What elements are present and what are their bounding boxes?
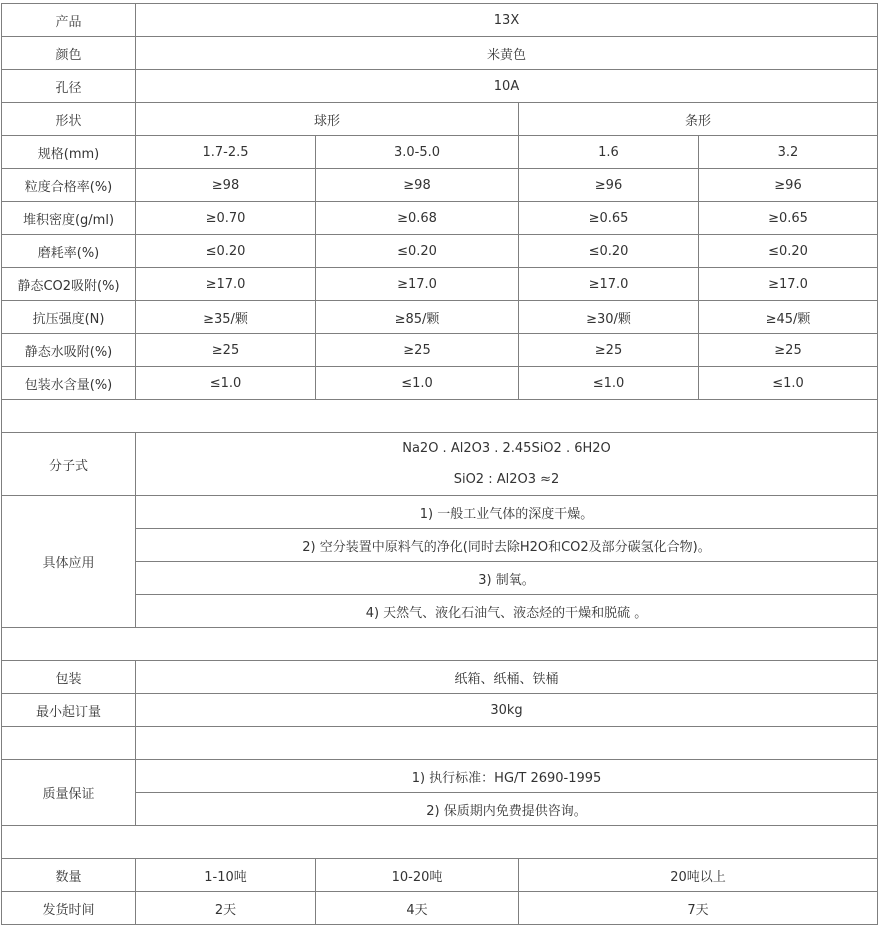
spec-cell: ≥30/颗 [519, 301, 699, 334]
product-spec-table [1, 3, 878, 925]
quality-label: 质量保证 [2, 760, 136, 826]
row-shape [2, 103, 878, 136]
formula-line: SiO2 : Al2O3 ≈2 [136, 464, 878, 496]
spec-cell: ≥0.65 [699, 202, 878, 235]
spec-cell: ≥0.68 [316, 202, 519, 235]
spec-label: 包装水含量(%) [2, 367, 136, 400]
row-color [2, 37, 878, 70]
pore-label: 孔径 [2, 70, 136, 103]
quality-item: 1) 执行标准：HG/T 2690-1995 [136, 760, 878, 793]
application-item: 1) 一般工业气体的深度干燥。 [136, 496, 878, 529]
row-application [2, 496, 878, 529]
shape-strip: 条形 [519, 103, 878, 136]
quantity-cell: 1-10吨 [136, 859, 316, 892]
spacer-cell [2, 628, 878, 661]
packaging-label: 包装 [2, 661, 136, 694]
spec-row [2, 169, 878, 202]
spec-cell: 3.2 [699, 136, 878, 169]
application-item: 2) 空分装置中原料气的净化(同时去除H2O和CO2及部分碳氢化合物)。 [136, 529, 878, 562]
spacer-row [2, 400, 878, 433]
spec-cell: ≤0.20 [316, 235, 519, 268]
spec-label: 静态CO2吸附(%) [2, 268, 136, 301]
spec-row [2, 301, 878, 334]
spec-label: 粒度合格率(%) [2, 169, 136, 202]
spec-row [2, 202, 878, 235]
spacer-row [2, 826, 878, 859]
spacer-cell [2, 400, 878, 433]
delivery-time-cell: 7天 [519, 892, 878, 925]
spec-cell: ≤1.0 [519, 367, 699, 400]
spec-cell: ≥17.0 [316, 268, 519, 301]
row-quality [2, 760, 878, 793]
pore-value: 10A [136, 70, 878, 103]
formula-line: Na2O . Al2O3 . 2.45SiO2 . 6H2O [136, 433, 878, 465]
spec-row [2, 136, 878, 169]
spec-cell: ≤1.0 [699, 367, 878, 400]
application-label: 具体应用 [2, 496, 136, 628]
quantity-cell: 20吨以上 [519, 859, 878, 892]
row-quantity [2, 859, 878, 892]
quality-item: 2) 保质期内免费提供咨询。 [136, 793, 878, 826]
color-value: 米黄色 [136, 37, 878, 70]
spec-label: 静态水吸附(%) [2, 334, 136, 367]
spec-cell: ≥0.65 [519, 202, 699, 235]
spec-cell: ≥96 [699, 169, 878, 202]
moq-label: 最小起订量 [2, 694, 136, 727]
spec-label: 抗压强度(N) [2, 301, 136, 334]
spec-row [2, 235, 878, 268]
spec-cell: 1.7-2.5 [136, 136, 316, 169]
spec-cell: ≥96 [519, 169, 699, 202]
delivery-time-cell: 4天 [316, 892, 519, 925]
spacer-cell [136, 727, 878, 760]
spec-cell: ≥98 [136, 169, 316, 202]
spacer-row [2, 628, 878, 661]
spec-row [2, 268, 878, 301]
spec-cell: ≤1.0 [316, 367, 519, 400]
product-label: 产品 [2, 4, 136, 37]
row-moq [2, 694, 878, 727]
spacer-cell [2, 727, 136, 760]
spec-cell: ≥85/颗 [316, 301, 519, 334]
spec-cell: 1.6 [519, 136, 699, 169]
spec-cell: ≥25 [316, 334, 519, 367]
spec-cell: ≤1.0 [136, 367, 316, 400]
quantity-cell: 10-20吨 [316, 859, 519, 892]
spec-label: 堆积密度(g/ml) [2, 202, 136, 235]
row-delivery-time [2, 892, 878, 925]
spacer-row [2, 727, 878, 760]
shape-sphere: 球形 [136, 103, 519, 136]
packaging-value: 纸箱、纸桶、铁桶 [136, 661, 878, 694]
spec-cell: ≥98 [316, 169, 519, 202]
spec-cell: ≥17.0 [519, 268, 699, 301]
row-packaging [2, 661, 878, 694]
spec-row [2, 334, 878, 367]
formula-label: 分子式 [2, 433, 136, 496]
spec-cell: 3.0-5.0 [316, 136, 519, 169]
spec-label: 磨耗率(%) [2, 235, 136, 268]
spec-row [2, 367, 878, 400]
spec-cell: ≤0.20 [519, 235, 699, 268]
spec-cell: ≥0.70 [136, 202, 316, 235]
quantity-label: 数量 [2, 859, 136, 892]
spec-cell: ≥17.0 [699, 268, 878, 301]
shape-label: 形状 [2, 103, 136, 136]
product-value: 13X [136, 4, 878, 37]
application-item: 3) 制氧。 [136, 562, 878, 595]
spec-cell: ≤0.20 [136, 235, 316, 268]
delivery-time-label: 发货时间 [2, 892, 136, 925]
row-formula [2, 433, 878, 465]
moq-value: 30kg [136, 694, 878, 727]
spec-label: 规格(mm) [2, 136, 136, 169]
spec-cell: ≥17.0 [136, 268, 316, 301]
spec-cell: ≥35/颗 [136, 301, 316, 334]
delivery-time-cell: 2天 [136, 892, 316, 925]
row-product [2, 4, 878, 37]
spec-cell: ≥45/颗 [699, 301, 878, 334]
application-item: 4) 天然气、液化石油气、液态烃的干燥和脱硫 。 [136, 595, 878, 628]
spec-cell: ≥25 [136, 334, 316, 367]
spec-cell: ≤0.20 [699, 235, 878, 268]
spacer-cell [2, 826, 878, 859]
color-label: 颜色 [2, 37, 136, 70]
spec-cell: ≥25 [699, 334, 878, 367]
spec-cell: ≥25 [519, 334, 699, 367]
row-pore [2, 70, 878, 103]
